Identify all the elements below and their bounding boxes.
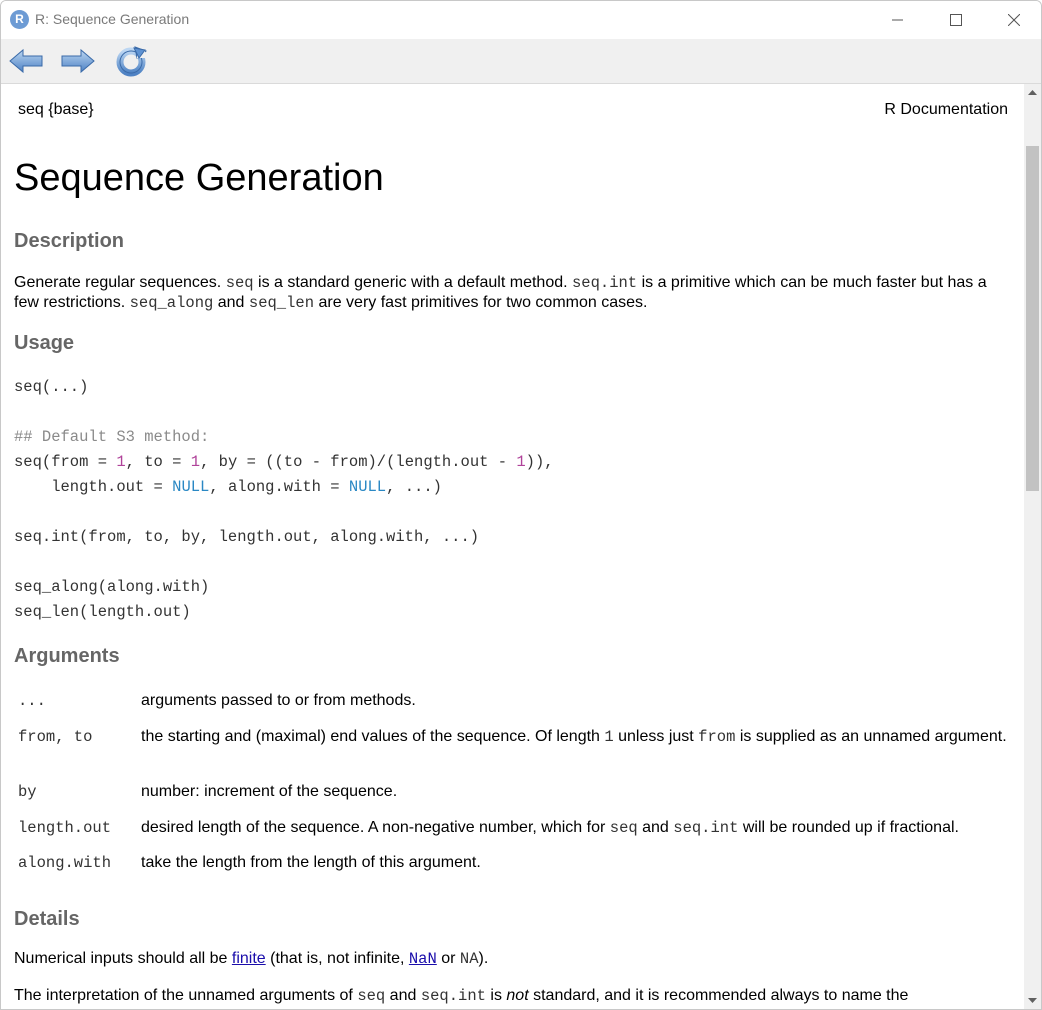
argument-name: ...: [18, 692, 46, 710]
details-heading: Details: [14, 908, 80, 930]
code-seq: seq: [225, 274, 254, 292]
argument-name: length.out: [18, 819, 112, 837]
scroll-up-button[interactable]: [1024, 84, 1041, 101]
window-title: R: Sequence Generation: [35, 11, 190, 27]
argument-name: from, to: [18, 728, 93, 746]
minimize-button[interactable]: [869, 1, 927, 39]
maximize-icon: [950, 14, 962, 26]
details-paragraph: The interpretation of the unnamed arguments of seq and seq.int is not standard, and it is recommended always to name the: [14, 987, 909, 1005]
usage-line: seq(from = 1, to = 1, by = ((to - from)/(length.out - 1)),: [14, 453, 554, 471]
usage-comment: ## Default S3 method:: [14, 428, 210, 446]
usage-line: seq_along(along.with): [14, 578, 210, 596]
page-title: Sequence Generation: [14, 157, 384, 199]
refresh-button[interactable]: [113, 44, 151, 78]
description-heading: Description: [14, 230, 125, 252]
vertical-scrollbar[interactable]: [1024, 84, 1041, 1009]
r-app-icon: R: [10, 10, 29, 29]
back-button[interactable]: [7, 44, 45, 78]
doc-package-label: seq {base}: [18, 101, 94, 118]
argument-name: by: [18, 783, 37, 801]
back-arrow-icon: [8, 46, 44, 76]
scroll-down-button[interactable]: [1024, 992, 1041, 1009]
maximize-button[interactable]: [927, 1, 985, 39]
code-seq-along: seq_along: [129, 294, 214, 312]
scroll-down-arrow-icon: [1028, 998, 1037, 1004]
close-icon: [1008, 14, 1020, 26]
code-seq-len: seq_len: [248, 294, 315, 312]
scroll-thumb[interactable]: [1026, 146, 1039, 491]
usage-line: seq.int(from, to, by, length.out, along.with, ...): [14, 528, 480, 546]
description-text: Generate regular sequences. seq is a standard generic with a default method. seq.int is a primitive which can be much faster but has a few restrictions. seq_along and seq_len are very fast primitives for two common cases.: [14, 274, 987, 312]
argument-description: desired length of the sequence. A non-negative number, which for seq and seq.int will be rounded up if fractional.: [141, 819, 959, 837]
usage-line: seq_len(length.out): [14, 603, 191, 621]
usage-line: length.out = NULL, along.with = NULL, ...): [14, 478, 442, 496]
title-bar[interactable]: [1, 1, 1041, 39]
code-seq-int: seq.int: [572, 274, 638, 292]
argument-description: number: increment of the sequence.: [141, 783, 398, 800]
usage-heading: Usage: [14, 332, 75, 354]
forward-button[interactable]: [59, 44, 97, 78]
toolbar: [1, 39, 1041, 84]
usage-line: seq(...): [14, 378, 89, 396]
argument-description: arguments passed to or from methods.: [141, 692, 416, 709]
minimize-icon: [892, 14, 904, 26]
argument-name: along.with: [18, 854, 112, 872]
finite-link[interactable]: finite: [231, 950, 266, 967]
nan-link[interactable]: NaN: [408, 950, 437, 968]
arguments-heading: Arguments: [14, 645, 120, 667]
scroll-up-arrow-icon: [1028, 90, 1037, 96]
argument-description: the starting and (maximal) end values of the sequence. Of length 1 unless just from is supplied as an unnamed argument.: [141, 728, 1007, 746]
forward-arrow-icon: [60, 46, 96, 76]
doc-source-label: R Documentation: [884, 101, 1008, 118]
argument-description: take the length from the length of this argument.: [141, 854, 481, 871]
details-paragraph: Numerical inputs should all be finite (that is, not infinite, NaN or NA).: [14, 950, 489, 968]
refresh-icon: [115, 45, 149, 77]
help-content: [1, 84, 1024, 1010]
close-button[interactable]: [985, 1, 1042, 39]
